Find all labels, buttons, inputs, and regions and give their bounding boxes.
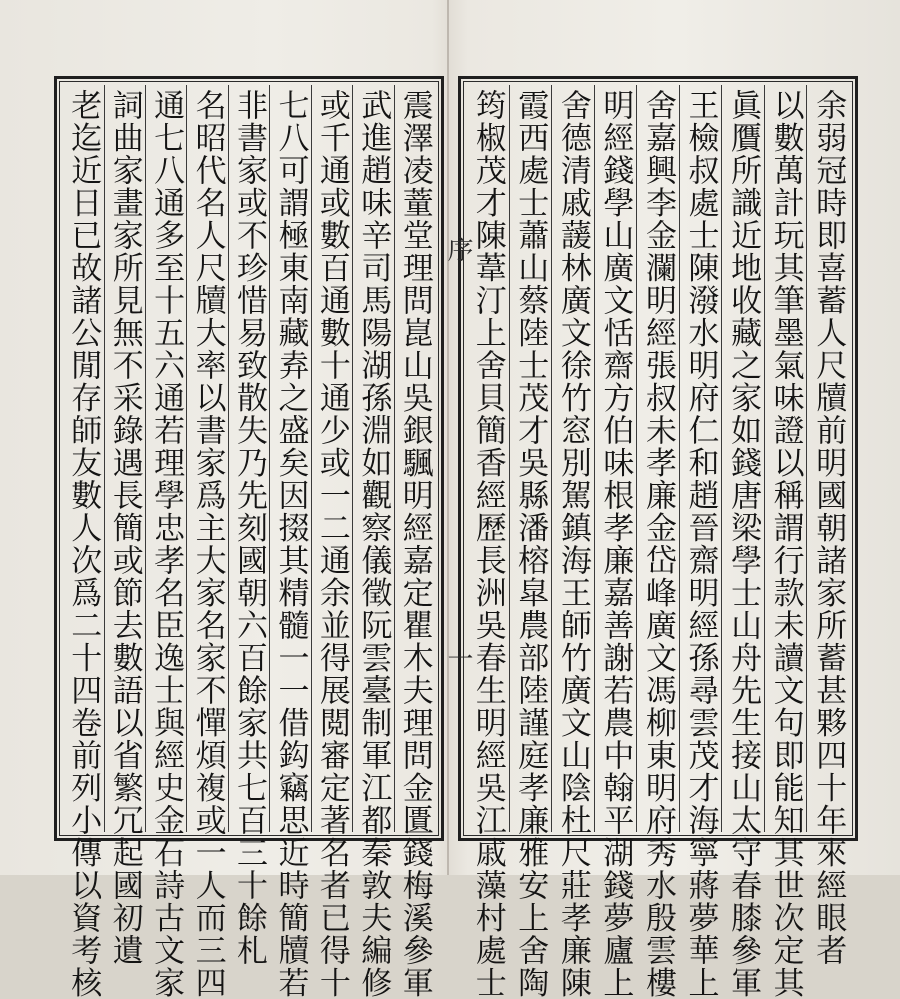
text-column: 舍嘉興李金瀾明經張叔未孝廉金岱峰廣文馮柳東明府秀水殷雲樓 — [637, 85, 680, 832]
text-column: 以數萬計玩其筆墨氣味證以稱謂行款未讀文句即能知其世次定其 — [765, 85, 808, 832]
text-column: 通七八通多至十五六通若理學忠孝名臣逸士與經史金石詩古文家 — [146, 85, 187, 832]
right-page-text-columns — [467, 85, 849, 999]
text-column: 余弱冠時即喜蓄人尺牘前明 國朝諸家所蓄甚夥四十年來經眼者 — [810, 89, 847, 967]
text-column: 七八可謂極東南藏弆之盛矣因掇其精髓一一借鈎竊思近時簡牘若 — [270, 85, 311, 832]
gutter-page-number: 一 — [443, 645, 473, 671]
left-page-text-columns — [63, 85, 435, 999]
text-column: 眞贋所識近地收藏之家如錢唐梁學士山舟先生接山太守春膝參軍 — [722, 85, 765, 832]
text-column: 非書家或不珍惜易致散失乃先刻 國朝六百餘家共七百三十餘札 — [229, 85, 270, 832]
text-column: 武進趙味辛司馬陽湖孫淵如觀察儀徵阮雲臺制軍江都秦敦夫編修 — [353, 85, 394, 832]
inline-note: 國初遺 — [106, 869, 143, 967]
text-column: 舍德清戚蘐林廣文徐竹窓別駕鎮海王師竹廣文山陰杜尺莊孝廉陳 — [552, 85, 595, 832]
inline-note: 國朝諸家所蓄甚夥四十年來經眼者 — [810, 479, 847, 967]
text-column: 詞曲家畫家所見無不采錄遇長簡或節去數語以省繁冗起 國初遺 — [105, 85, 146, 832]
text-column: 筠椒茂才陳葦汀上舍貝簡香經歷長洲吳春生明經吳江戚藻村處士 — [467, 85, 510, 832]
left-page-frame — [54, 76, 444, 999]
text-column: 名昭代名人尺牘大率以書家爲主大家名家不憚煩複或一人而三四 — [187, 85, 228, 832]
right-page-frame — [458, 76, 858, 999]
right-page — [450, 0, 900, 999]
text-column: 或千通或數百通數十通少或一二通余並得展閲審定著名者已得十 — [312, 85, 353, 832]
gutter-section-label: 序 — [443, 236, 473, 262]
inline-note: 國朝六百餘家共七百三十餘札 — [231, 544, 268, 967]
center-fold — [447, 0, 449, 875]
text-column: 霞西處士蕭山蔡陸士茂才吳縣潘榕皐農部陸謹庭孝廉雅安上舍陶 — [510, 85, 553, 832]
text-column: 明經錢學山廣文恬齋方伯味根孝廉嘉善謝若農中翰平湖錢夢廬上 — [595, 85, 638, 832]
text-column: 震澤凌蕫堂理問崑山吳銀颿明經嘉定瞿木夫理問金匱錢梅溪參軍 — [396, 89, 433, 999]
text-column: 老迄近日已故諸公閒存師友數人次爲二十四卷前列小傳以資考核 — [63, 85, 104, 832]
text-column: 王檢叔處士陳潑水明府仁和趙晉齋明經孫尋雲茂才海寧蔣夢華上 — [680, 85, 723, 832]
